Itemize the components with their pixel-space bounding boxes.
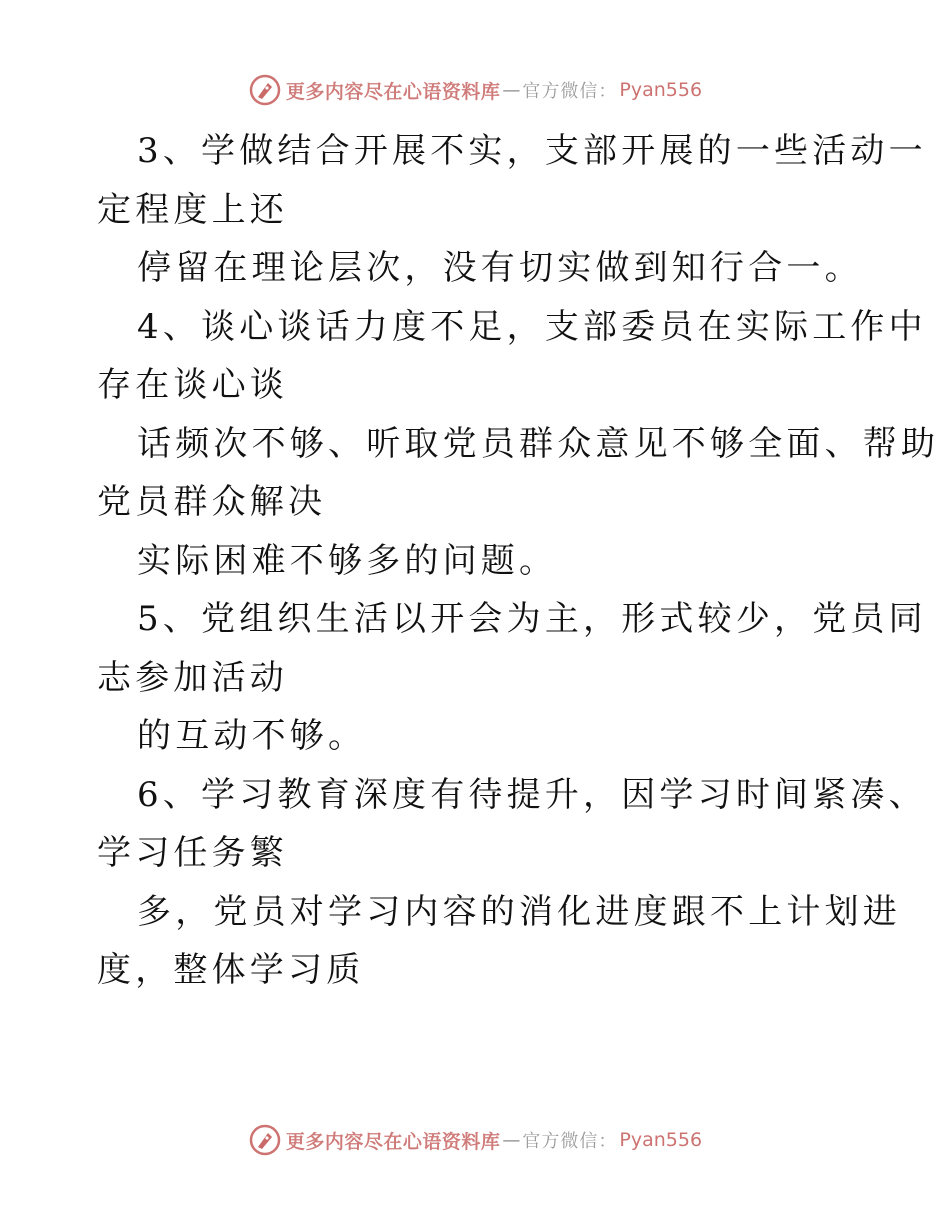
text-line: 党员群众解决 <box>97 482 327 522</box>
text-line: 实际困难不够多的问题。 <box>137 540 558 581</box>
banner-site-name: 更多内容尽在心语资料库 <box>285 80 501 103</box>
text-line: 3、学做结合开展不实，支部开展的一些活动一 <box>137 131 927 171</box>
document-body <box>97 122 940 1000</box>
text-line: 停留在理论层次，没有切实做到知行合一。 <box>137 248 863 288</box>
text-line: 学习任务繁 <box>97 833 288 873</box>
text-line: 定程度上还 <box>97 189 288 230</box>
text-line: 6、学习教育深度有待提升，因学习时间紧凑、 <box>137 774 927 815</box>
banner-wechat-id: Pyan556 <box>619 1129 703 1151</box>
banner-wechat-id: Pyan556 <box>619 79 703 101</box>
text-line: 4、谈心谈话力度不足，支部委员在实际工作中 <box>137 306 927 347</box>
text-line: 多，党员对学习内容的消化进度跟不上计划进 <box>137 891 901 932</box>
banner-wechat-label: 官方微信： <box>522 1131 618 1152</box>
header-banner <box>0 70 950 110</box>
banner-separator: — <box>502 79 521 101</box>
pen-nib-logo-icon <box>248 73 282 107</box>
text-line: 话频次不够、听取党员群众意见不够全面、帮助 <box>137 423 940 464</box>
banner-separator: — <box>502 1129 521 1151</box>
pen-nib-logo-icon <box>248 1123 282 1157</box>
footer-banner <box>0 1120 950 1160</box>
text-line: 的互动不够。 <box>137 716 367 756</box>
banner-wechat-label: 官方微信： <box>522 81 618 102</box>
text-line: 存在谈心谈 <box>97 365 288 405</box>
text-line: 度，整体学习质 <box>97 950 365 990</box>
text-line: 志参加活动 <box>97 657 288 698</box>
banner-site-name: 更多内容尽在心语资料库 <box>285 1130 501 1153</box>
text-line: 5、党组织生活以开会为主，形式较少，党员同 <box>137 599 927 639</box>
